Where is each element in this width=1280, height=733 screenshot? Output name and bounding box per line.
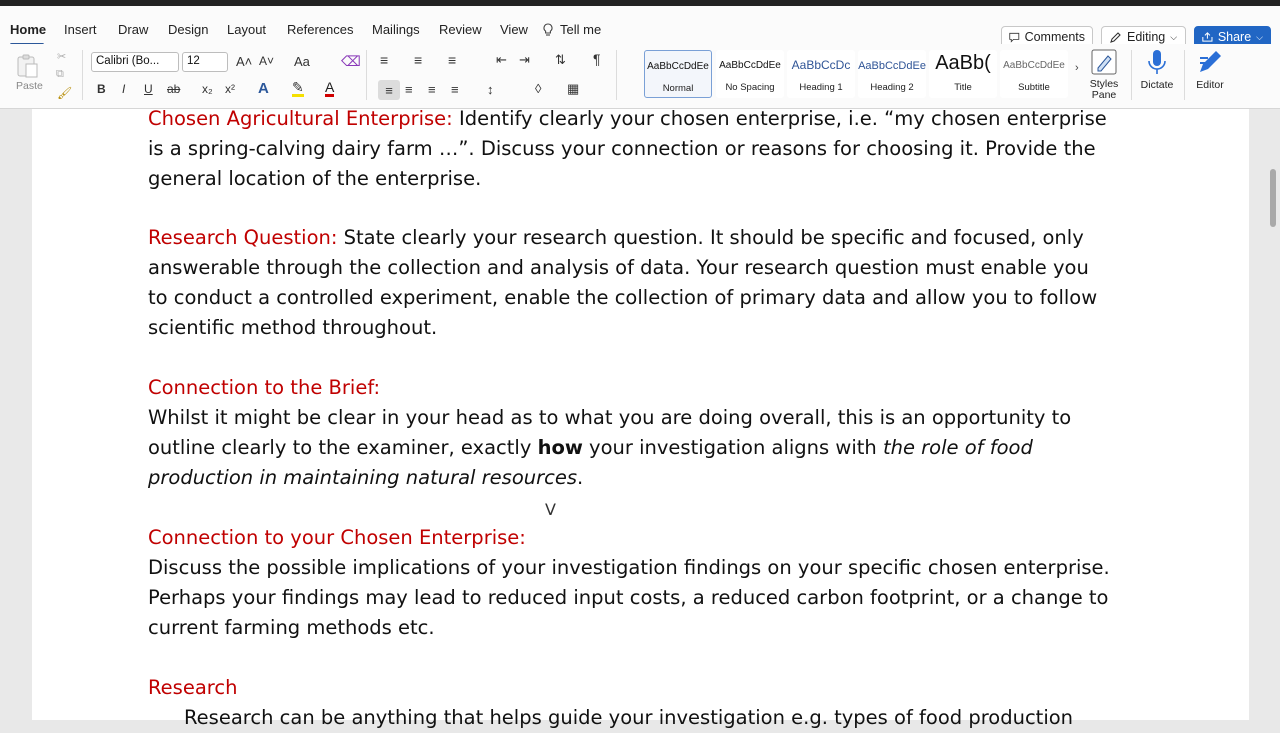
- paste-button[interactable]: [12, 52, 42, 80]
- editor-label: Editor: [1196, 79, 1224, 91]
- italic-text: production in maintaining natural resources: [148, 466, 578, 489]
- style-heading-2[interactable]: [858, 50, 926, 98]
- body-text: current farming methods etc.: [148, 616, 435, 639]
- style-sample: AaBbCcDdEe: [1003, 60, 1065, 71]
- align-left-icon[interactable]: ≡: [378, 80, 400, 100]
- vertical-scrollbar[interactable]: [1266, 109, 1280, 720]
- editor-button[interactable]: [1186, 48, 1234, 91]
- style-no-spacing[interactable]: [716, 50, 784, 98]
- subscript-button[interactable]: x₂: [202, 82, 213, 96]
- body-text: general location of the enterprise.: [148, 167, 482, 190]
- body-text: Perhaps your findings may lead to reduced input costs, a reduced carbon footprint, or a change to: [148, 586, 1109, 609]
- line-spacing-icon[interactable]: ↕: [487, 82, 494, 97]
- style-sample: AaBb(: [935, 52, 991, 74]
- body-text: Discuss the possible implications of your investigation findings on your specific chosen enterprise.: [148, 556, 1110, 579]
- body-text: is a spring-calving dairy farm …”. Discuss your connection or reasons for choosing it. Provide the: [148, 137, 1096, 160]
- comment-icon: [1009, 31, 1020, 44]
- styles-gallery: [626, 48, 1084, 102]
- increase-indent-icon[interactable]: ⇥: [519, 52, 530, 67]
- dictate-label: Dictate: [1140, 79, 1174, 91]
- font-size-select[interactable]: [182, 52, 228, 72]
- style-heading-1[interactable]: [787, 50, 855, 98]
- style-sample: AaBbCcDdEe: [719, 60, 781, 71]
- share-label: Share: [1217, 30, 1252, 44]
- sort-icon[interactable]: ⇅: [555, 52, 566, 67]
- tab-design[interactable]: Design: [168, 22, 209, 37]
- cut-icon[interactable]: ✂: [57, 51, 67, 63]
- section-heading: Connection to your Chosen Enterprise:: [148, 526, 526, 549]
- highlight-icon[interactable]: ✎: [292, 79, 304, 95]
- style-name: Normal: [662, 83, 694, 94]
- style-sample: AaBbCcDc: [791, 58, 851, 72]
- clear-formatting-icon[interactable]: ⌫: [341, 53, 361, 69]
- tab-mailings[interactable]: Mailings: [372, 22, 420, 37]
- style-name: Heading 2: [870, 82, 914, 93]
- body-text: Whilst it might be clear in your head as to what you are doing overall, this is an opportunity to: [148, 406, 1072, 429]
- body-text: Identify clearly your chosen enterprise, i.e. “my chosen enterprise: [452, 107, 1107, 130]
- style-sample: AaBbCcDdEe: [647, 61, 709, 72]
- ribbon-tab-bar: [0, 6, 1280, 44]
- body-text: .: [577, 466, 584, 489]
- text-cursor-icon: Ⅴ: [545, 500, 556, 519]
- tab-references[interactable]: References: [287, 22, 354, 37]
- lightbulb-icon: [542, 23, 554, 37]
- styles-pane-icon: [1090, 48, 1118, 76]
- styles-pane-label: Styles Pane: [1089, 78, 1119, 101]
- font-size-value: 12: [187, 55, 200, 67]
- style-name: Title: [954, 82, 972, 93]
- paragraph-research[interactable]: [148, 673, 1138, 733]
- multilevel-list-icon[interactable]: ≡: [448, 52, 457, 68]
- borders-icon[interactable]: ▦: [567, 81, 580, 96]
- style-subtitle[interactable]: [1000, 50, 1068, 98]
- tab-layout[interactable]: Layout: [227, 22, 267, 37]
- shading-icon[interactable]: ◊: [535, 81, 542, 96]
- chevron-down-icon: ⌵: [1170, 31, 1178, 42]
- divider: [366, 50, 367, 100]
- bullets-icon[interactable]: ≡: [380, 52, 389, 68]
- style-name: No Spacing: [725, 82, 775, 93]
- italic-button[interactable]: I: [122, 82, 126, 96]
- body-text: scientific method throughout.: [148, 316, 438, 339]
- italic-text: the role of food: [882, 436, 1033, 459]
- scrollbar-thumb[interactable]: [1270, 169, 1276, 227]
- tell-me-box[interactable]: [542, 22, 601, 37]
- justify-icon[interactable]: ≡: [451, 82, 459, 97]
- body-text: Research can be anything that helps guide your investigation e.g. types of food production: [184, 706, 1074, 729]
- share-icon: [1202, 31, 1213, 43]
- style-name: Subtitle: [1018, 82, 1050, 93]
- paragraph-connection-enterprise[interactable]: [148, 523, 1138, 643]
- tab-draw[interactable]: Draw: [118, 22, 149, 37]
- dictate-button[interactable]: [1133, 48, 1181, 91]
- superscript-button[interactable]: x²: [225, 82, 235, 96]
- chevron-down-icon: ⌵: [1256, 31, 1263, 42]
- tab-review[interactable]: Review: [439, 22, 482, 37]
- body-text: State clearly your research question. It should be specific and focused, only: [337, 226, 1084, 249]
- clipboard-icon: [15, 53, 39, 79]
- style-normal[interactable]: [644, 50, 712, 98]
- home-ribbon-toolbar: [0, 44, 1280, 109]
- format-painter-icon[interactable]: 🖌: [57, 86, 73, 100]
- body-text: outline clearly to the examiner, exactly: [148, 436, 538, 459]
- paragraph-chosen-enterprise[interactable]: [148, 104, 1138, 194]
- bold-text: how: [537, 436, 583, 459]
- numbering-icon[interactable]: ≡: [414, 52, 423, 68]
- tab-home[interactable]: Home: [10, 22, 47, 37]
- text-effects-icon[interactable]: A: [258, 80, 269, 97]
- strikethrough-button[interactable]: ab: [167, 82, 181, 96]
- font-name-select[interactable]: [91, 52, 179, 72]
- change-case-button[interactable]: Aa: [294, 54, 310, 69]
- divider: [82, 50, 83, 100]
- style-sample: AaBbCcDdEe: [858, 60, 926, 72]
- comments-label: Comments: [1024, 30, 1085, 44]
- divider: [1184, 50, 1185, 100]
- font-name-value: Calibri (Bo...: [96, 55, 160, 67]
- body-text: to conduct a controlled experiment, enable the collection of primary data and allow you to follow: [148, 286, 1098, 309]
- editing-label: Editing: [1127, 30, 1166, 44]
- decrease-indent-icon[interactable]: ⇤: [496, 52, 507, 67]
- copy-icon[interactable]: ⧉: [56, 68, 64, 80]
- tab-view[interactable]: View: [500, 22, 528, 37]
- grow-font-button[interactable]: A˄: [236, 54, 253, 69]
- shrink-font-button[interactable]: A˅: [259, 54, 275, 68]
- editor-pen-icon: [1196, 48, 1224, 76]
- paragraph-connection-brief[interactable]: [148, 373, 1138, 493]
- section-heading: Connection to the Brief:: [148, 376, 381, 399]
- divider: [616, 50, 617, 100]
- align-center-icon[interactable]: ≡: [405, 82, 413, 97]
- body-text: your investigation aligns with: [582, 436, 883, 459]
- tab-insert[interactable]: Insert: [64, 22, 97, 37]
- font-color-button[interactable]: A: [325, 79, 335, 95]
- tell-me-label: Tell me: [560, 22, 602, 37]
- align-right-icon[interactable]: ≡: [428, 82, 436, 97]
- section-heading: Research: [148, 676, 238, 699]
- show-formatting-marks-icon[interactable]: ¶: [593, 51, 601, 67]
- divider: [1131, 50, 1132, 100]
- section-heading: Research Question:: [148, 226, 338, 249]
- microphone-icon: [1143, 48, 1171, 76]
- style-title[interactable]: [929, 50, 997, 98]
- body-text: answerable through the collection and analysis of data. Your research question must enable you: [148, 256, 1089, 279]
- gallery-more-chevron-icon[interactable]: ›: [1075, 62, 1079, 74]
- paste-label: Paste: [16, 80, 43, 92]
- bold-button[interactable]: B: [97, 82, 106, 96]
- style-name: Heading 1: [799, 82, 843, 93]
- underline-button[interactable]: U: [144, 82, 153, 96]
- styles-pane-button[interactable]: [1080, 48, 1128, 101]
- paragraph-research-question[interactable]: [148, 223, 1138, 343]
- section-heading: Chosen Agricultural Enterprise:: [148, 107, 453, 130]
- pencil-icon: [1109, 31, 1122, 44]
